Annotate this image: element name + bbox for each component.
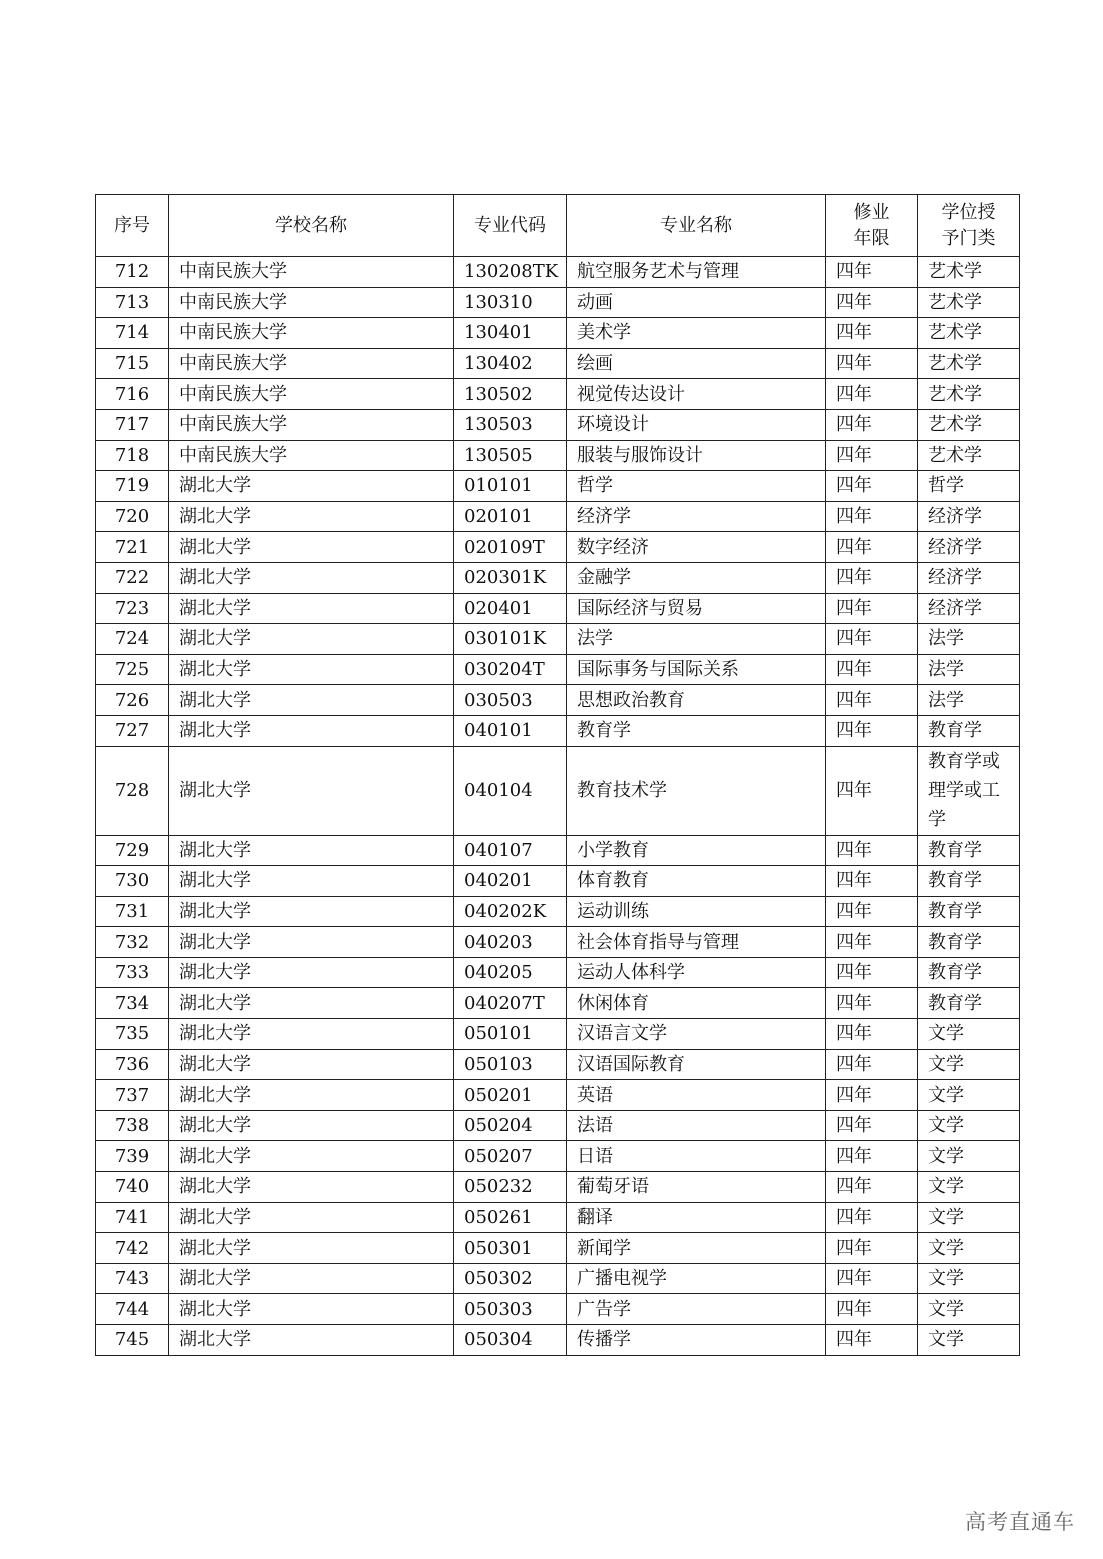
cell-code: 040202K xyxy=(454,896,567,927)
cell-seq: 745 xyxy=(96,1325,169,1356)
cell-school: 湖北大学 xyxy=(169,1080,454,1111)
table-row xyxy=(96,1202,1020,1233)
cell-degree: 教育学 xyxy=(918,927,1020,958)
cell-code: 010101 xyxy=(454,471,567,502)
cell-school: 湖北大学 xyxy=(169,746,454,835)
cell-code: 040207T xyxy=(454,988,567,1019)
cell-years: 四年 xyxy=(826,866,918,897)
cell-years: 四年 xyxy=(826,654,918,685)
table-row xyxy=(96,685,1020,716)
cell-seq: 719 xyxy=(96,471,169,502)
cell-seq: 723 xyxy=(96,593,169,624)
cell-seq: 732 xyxy=(96,927,169,958)
cell-degree: 法学 xyxy=(918,654,1020,685)
cell-code: 050207 xyxy=(454,1141,567,1172)
cell-years: 四年 xyxy=(826,624,918,655)
cell-degree: 经济学 xyxy=(918,562,1020,593)
cell-degree: 法学 xyxy=(918,685,1020,716)
cell-years: 四年 xyxy=(826,440,918,471)
table-row xyxy=(96,1110,1020,1141)
cell-degree: 艺术学 xyxy=(918,379,1020,410)
header-years-line1: 修业 xyxy=(853,201,890,223)
table-row xyxy=(96,440,1020,471)
cell-degree: 艺术学 xyxy=(918,318,1020,349)
cell-years: 四年 xyxy=(826,501,918,532)
cell-major: 美术学 xyxy=(567,318,826,349)
cell-code: 050232 xyxy=(454,1172,567,1203)
cell-seq: 740 xyxy=(96,1172,169,1203)
cell-school: 湖北大学 xyxy=(169,1110,454,1141)
cell-seq: 717 xyxy=(96,409,169,440)
table-row xyxy=(96,501,1020,532)
table-row xyxy=(96,1325,1020,1356)
cell-seq: 729 xyxy=(96,835,169,866)
table-row xyxy=(96,257,1020,288)
cell-years: 四年 xyxy=(826,896,918,927)
cell-code: 130310 xyxy=(454,287,567,318)
cell-degree: 文学 xyxy=(918,1049,1020,1080)
cell-school: 湖北大学 xyxy=(169,532,454,563)
cell-major: 新闻学 xyxy=(567,1233,826,1264)
cell-school: 湖北大学 xyxy=(169,593,454,624)
table-row xyxy=(96,1019,1020,1050)
cell-degree: 艺术学 xyxy=(918,287,1020,318)
cell-school: 湖北大学 xyxy=(169,1233,454,1264)
cell-major: 运动人体科学 xyxy=(567,957,826,988)
header-major: 专业名称 xyxy=(567,195,826,257)
cell-school: 湖北大学 xyxy=(169,624,454,655)
table-row xyxy=(96,866,1020,897)
cell-major: 汉语国际教育 xyxy=(567,1049,826,1080)
cell-school: 湖北大学 xyxy=(169,685,454,716)
watermark: 高考直通车 xyxy=(965,1510,1075,1534)
header-school: 学校名称 xyxy=(169,195,454,257)
cell-seq: 734 xyxy=(96,988,169,1019)
cell-code: 050301 xyxy=(454,1233,567,1264)
table-row xyxy=(96,896,1020,927)
table-row xyxy=(96,1049,1020,1080)
cell-degree: 教育学 xyxy=(918,957,1020,988)
cell-seq: 725 xyxy=(96,654,169,685)
cell-years: 四年 xyxy=(826,471,918,502)
cell-major: 英语 xyxy=(567,1080,826,1111)
cell-years: 四年 xyxy=(826,1110,918,1141)
cell-years: 四年 xyxy=(826,1294,918,1325)
cell-major: 运动训练 xyxy=(567,896,826,927)
header-degree xyxy=(918,195,1020,257)
cell-code: 040201 xyxy=(454,866,567,897)
table-row xyxy=(96,654,1020,685)
cell-degree: 艺术学 xyxy=(918,257,1020,288)
cell-school: 湖北大学 xyxy=(169,501,454,532)
table-row xyxy=(96,379,1020,410)
cell-major: 广播电视学 xyxy=(567,1263,826,1294)
cell-years: 四年 xyxy=(826,746,918,835)
cell-code: 050201 xyxy=(454,1080,567,1111)
cell-code: 130505 xyxy=(454,440,567,471)
cell-major: 视觉传达设计 xyxy=(567,379,826,410)
cell-seq: 721 xyxy=(96,532,169,563)
cell-seq: 722 xyxy=(96,562,169,593)
cell-code: 050304 xyxy=(454,1325,567,1356)
cell-major: 国际经济与贸易 xyxy=(567,593,826,624)
cell-degree: 文学 xyxy=(918,1294,1020,1325)
cell-degree: 教育学 xyxy=(918,866,1020,897)
cell-years: 四年 xyxy=(826,318,918,349)
table-row xyxy=(96,1294,1020,1325)
cell-code: 130401 xyxy=(454,318,567,349)
cell-school: 中南民族大学 xyxy=(169,257,454,288)
cell-years: 四年 xyxy=(826,1202,918,1233)
cell-years: 四年 xyxy=(826,988,918,1019)
cell-school: 湖北大学 xyxy=(169,1049,454,1080)
cell-degree: 文学 xyxy=(918,1141,1020,1172)
cell-major: 汉语言文学 xyxy=(567,1019,826,1050)
cell-major: 金融学 xyxy=(567,562,826,593)
cell-degree: 文学 xyxy=(918,1019,1020,1050)
table-row xyxy=(96,318,1020,349)
cell-school: 湖北大学 xyxy=(169,562,454,593)
table-row xyxy=(96,835,1020,866)
cell-years: 四年 xyxy=(826,835,918,866)
cell-degree: 法学 xyxy=(918,624,1020,655)
cell-school: 湖北大学 xyxy=(169,471,454,502)
cell-code: 050103 xyxy=(454,1049,567,1080)
cell-major: 环境设计 xyxy=(567,409,826,440)
cell-years: 四年 xyxy=(826,562,918,593)
cell-degree: 教育学 xyxy=(918,835,1020,866)
cell-major: 动画 xyxy=(567,287,826,318)
table-row xyxy=(96,1080,1020,1111)
cell-school: 中南民族大学 xyxy=(169,409,454,440)
cell-school: 湖北大学 xyxy=(169,866,454,897)
cell-school: 湖北大学 xyxy=(169,1263,454,1294)
cell-code: 030101K xyxy=(454,624,567,655)
cell-years: 四年 xyxy=(826,1172,918,1203)
cell-school: 中南民族大学 xyxy=(169,287,454,318)
cell-years: 四年 xyxy=(826,1263,918,1294)
cell-school: 湖北大学 xyxy=(169,1325,454,1356)
cell-school: 中南民族大学 xyxy=(169,318,454,349)
cell-degree: 艺术学 xyxy=(918,348,1020,379)
cell-degree: 文学 xyxy=(918,1110,1020,1141)
cell-major: 休闲体育 xyxy=(567,988,826,1019)
cell-school: 湖北大学 xyxy=(169,654,454,685)
header-code: 专业代码 xyxy=(454,195,567,257)
cell-school: 中南民族大学 xyxy=(169,379,454,410)
cell-code: 050261 xyxy=(454,1202,567,1233)
cell-years: 四年 xyxy=(826,927,918,958)
cell-school: 湖北大学 xyxy=(169,1202,454,1233)
table-row xyxy=(96,593,1020,624)
cell-years: 四年 xyxy=(826,379,918,410)
cell-seq: 735 xyxy=(96,1019,169,1050)
cell-years: 四年 xyxy=(826,1325,918,1356)
cell-degree: 教育学或理学或工学 xyxy=(918,746,1020,835)
cell-years: 四年 xyxy=(826,1049,918,1080)
cell-school: 湖北大学 xyxy=(169,1172,454,1203)
header-degree-line2: 予门类 xyxy=(941,227,996,249)
cell-code: 020109T xyxy=(454,532,567,563)
header-seq: 序号 xyxy=(96,195,169,257)
cell-school: 湖北大学 xyxy=(169,896,454,927)
cell-degree: 教育学 xyxy=(918,715,1020,746)
cell-degree: 文学 xyxy=(918,1233,1020,1264)
cell-school: 湖北大学 xyxy=(169,988,454,1019)
cell-code: 050204 xyxy=(454,1110,567,1141)
cell-degree: 文学 xyxy=(918,1263,1020,1294)
cell-code: 040101 xyxy=(454,715,567,746)
cell-seq: 718 xyxy=(96,440,169,471)
cell-years: 四年 xyxy=(826,685,918,716)
table-header-row xyxy=(96,195,1020,257)
cell-seq: 727 xyxy=(96,715,169,746)
cell-code: 050101 xyxy=(454,1019,567,1050)
cell-seq: 733 xyxy=(96,957,169,988)
cell-degree: 哲学 xyxy=(918,471,1020,502)
cell-degree: 文学 xyxy=(918,1172,1020,1203)
cell-years: 四年 xyxy=(826,1080,918,1111)
cell-major: 社会体育指导与管理 xyxy=(567,927,826,958)
table-row xyxy=(96,409,1020,440)
table-row xyxy=(96,562,1020,593)
table-row xyxy=(96,1172,1020,1203)
cell-major: 教育学 xyxy=(567,715,826,746)
cell-years: 四年 xyxy=(826,957,918,988)
cell-major: 教育技术学 xyxy=(567,746,826,835)
cell-years: 四年 xyxy=(826,287,918,318)
cell-degree: 文学 xyxy=(918,1325,1020,1356)
header-years xyxy=(826,195,918,257)
cell-code: 040104 xyxy=(454,746,567,835)
table-row xyxy=(96,1233,1020,1264)
cell-seq: 737 xyxy=(96,1080,169,1111)
cell-years: 四年 xyxy=(826,409,918,440)
cell-major: 法语 xyxy=(567,1110,826,1141)
cell-seq: 720 xyxy=(96,501,169,532)
cell-seq: 712 xyxy=(96,257,169,288)
cell-degree: 经济学 xyxy=(918,501,1020,532)
cell-seq: 728 xyxy=(96,746,169,835)
cell-major: 绘画 xyxy=(567,348,826,379)
cell-school: 湖北大学 xyxy=(169,957,454,988)
cell-school: 湖北大学 xyxy=(169,1141,454,1172)
cell-major: 思想政治教育 xyxy=(567,685,826,716)
cell-major: 哲学 xyxy=(567,471,826,502)
header-years-line2: 年限 xyxy=(853,227,890,249)
table-row xyxy=(96,532,1020,563)
cell-school: 湖北大学 xyxy=(169,1294,454,1325)
cell-major: 葡萄牙语 xyxy=(567,1172,826,1203)
table-row xyxy=(96,471,1020,502)
cell-seq: 716 xyxy=(96,379,169,410)
cell-code: 020401 xyxy=(454,593,567,624)
cell-seq: 743 xyxy=(96,1263,169,1294)
cell-seq: 739 xyxy=(96,1141,169,1172)
cell-school: 中南民族大学 xyxy=(169,440,454,471)
table-row xyxy=(96,287,1020,318)
cell-code: 130502 xyxy=(454,379,567,410)
cell-major: 服装与服饰设计 xyxy=(567,440,826,471)
table-row xyxy=(96,927,1020,958)
cell-years: 四年 xyxy=(826,348,918,379)
cell-code: 030204T xyxy=(454,654,567,685)
table-row xyxy=(96,746,1020,835)
cell-major: 小学教育 xyxy=(567,835,826,866)
cell-code: 020301K xyxy=(454,562,567,593)
cell-seq: 741 xyxy=(96,1202,169,1233)
cell-major: 法学 xyxy=(567,624,826,655)
cell-degree: 教育学 xyxy=(918,988,1020,1019)
cell-years: 四年 xyxy=(826,1019,918,1050)
cell-years: 四年 xyxy=(826,532,918,563)
cell-major: 国际事务与国际关系 xyxy=(567,654,826,685)
cell-degree: 经济学 xyxy=(918,532,1020,563)
cell-major: 广告学 xyxy=(567,1294,826,1325)
table-row xyxy=(96,1263,1020,1294)
cell-code: 130503 xyxy=(454,409,567,440)
cell-degree: 艺术学 xyxy=(918,409,1020,440)
cell-code: 050302 xyxy=(454,1263,567,1294)
majors-table xyxy=(95,194,1020,1356)
cell-code: 040205 xyxy=(454,957,567,988)
cell-seq: 714 xyxy=(96,318,169,349)
cell-major: 航空服务艺术与管理 xyxy=(567,257,826,288)
cell-seq: 715 xyxy=(96,348,169,379)
cell-major: 体育教育 xyxy=(567,866,826,897)
cell-code: 030503 xyxy=(454,685,567,716)
cell-seq: 744 xyxy=(96,1294,169,1325)
cell-major: 数字经济 xyxy=(567,532,826,563)
cell-code: 040203 xyxy=(454,927,567,958)
table-row xyxy=(96,348,1020,379)
cell-major: 翻译 xyxy=(567,1202,826,1233)
cell-seq: 713 xyxy=(96,287,169,318)
cell-code: 130402 xyxy=(454,348,567,379)
cell-years: 四年 xyxy=(826,1233,918,1264)
table-row xyxy=(96,1141,1020,1172)
table-row xyxy=(96,988,1020,1019)
table-row xyxy=(96,624,1020,655)
cell-major: 经济学 xyxy=(567,501,826,532)
cell-seq: 738 xyxy=(96,1110,169,1141)
cell-years: 四年 xyxy=(826,593,918,624)
cell-degree: 文学 xyxy=(918,1080,1020,1111)
cell-seq: 724 xyxy=(96,624,169,655)
cell-code: 130208TK xyxy=(454,257,567,288)
table-row xyxy=(96,715,1020,746)
cell-school: 湖北大学 xyxy=(169,715,454,746)
cell-years: 四年 xyxy=(826,257,918,288)
cell-major: 日语 xyxy=(567,1141,826,1172)
cell-school: 湖北大学 xyxy=(169,1019,454,1050)
cell-degree: 经济学 xyxy=(918,593,1020,624)
cell-major: 传播学 xyxy=(567,1325,826,1356)
cell-degree: 教育学 xyxy=(918,896,1020,927)
cell-years: 四年 xyxy=(826,1141,918,1172)
cell-seq: 726 xyxy=(96,685,169,716)
cell-seq: 731 xyxy=(96,896,169,927)
cell-code: 050303 xyxy=(454,1294,567,1325)
cell-seq: 736 xyxy=(96,1049,169,1080)
cell-code: 020101 xyxy=(454,501,567,532)
header-degree-line1: 学位授 xyxy=(941,201,996,223)
cell-code: 040107 xyxy=(454,835,567,866)
cell-degree: 艺术学 xyxy=(918,440,1020,471)
cell-years: 四年 xyxy=(826,715,918,746)
cell-seq: 730 xyxy=(96,866,169,897)
table-row xyxy=(96,957,1020,988)
cell-school: 湖北大学 xyxy=(169,927,454,958)
cell-degree: 文学 xyxy=(918,1202,1020,1233)
cell-school: 湖北大学 xyxy=(169,835,454,866)
cell-school: 中南民族大学 xyxy=(169,348,454,379)
cell-seq: 742 xyxy=(96,1233,169,1264)
